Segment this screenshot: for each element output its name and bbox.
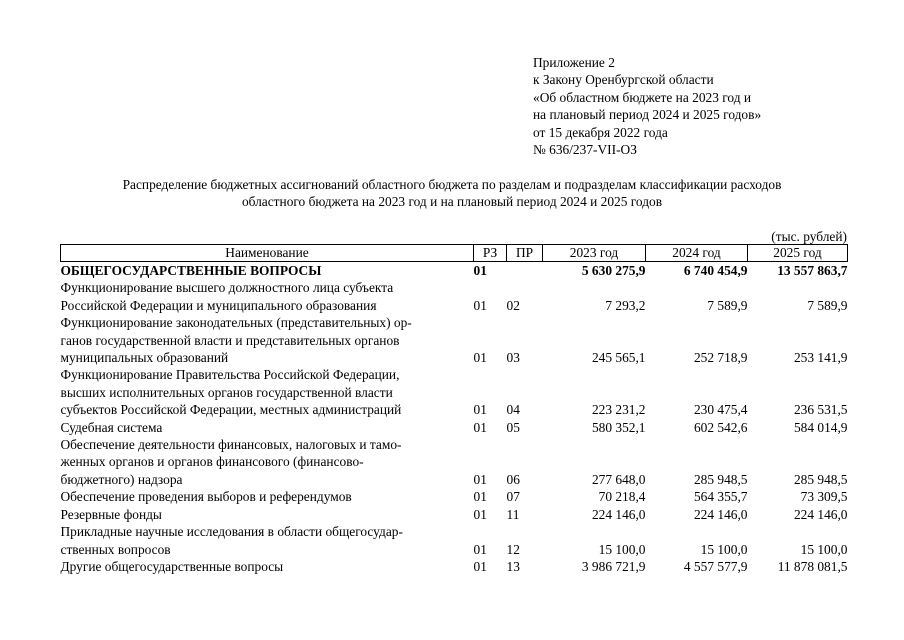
row-rz: 01	[473, 489, 487, 505]
table-body	[61, 262, 848, 576]
row-value-2023: 580 352,1	[591, 419, 646, 435]
row-value-2025: 15 100,0	[800, 541, 848, 557]
row-value-2024: 224 146,0	[693, 506, 748, 522]
row-name-line: муниципальных образований	[60, 350, 229, 366]
row-rz: 01	[473, 297, 487, 313]
appendix-line: от 15 декабря 2022 года	[533, 124, 668, 140]
title-line: областного бюджета на 2023 год и на плановый период 2024 и 2025 годов	[241, 194, 663, 210]
row-value-2025: 224 146,0	[793, 506, 848, 522]
row-value-2024: 15 100,0	[700, 541, 748, 557]
row-name-line: женных органов и органов финансового (финансово-	[60, 454, 364, 470]
row-value-2024: 252 718,9	[693, 350, 748, 366]
row-pr: 05	[506, 419, 520, 435]
row-value-2025: 13 557 863,7	[777, 263, 848, 278]
row-pr: 13	[506, 558, 520, 574]
header-rz: РЗ	[474, 245, 507, 262]
title-line: Распределение бюджетных ассигнований областного бюджета по разделам и подразделам классификации расходов	[122, 177, 782, 192]
budget-table	[60, 244, 848, 575]
row-name-line: ганов государственной власти и представительных органов	[60, 332, 400, 348]
row-value-2024: 7 589,9	[707, 297, 748, 313]
row-name-line: Судебная система	[60, 419, 163, 435]
row-value-2025: 7 589,9	[807, 297, 848, 313]
row-value-2025: 236 531,5	[793, 402, 848, 418]
table-row	[61, 436, 848, 488]
table-row	[61, 262, 848, 280]
header-name: Наименование	[61, 245, 474, 262]
row-name-line: Функционирование Правительства Российской Федерации,	[60, 367, 400, 383]
row-rz: 01	[473, 419, 487, 435]
row-name-line: высших исполнительных органов государственной власти	[60, 384, 393, 400]
row-rz: 01	[473, 263, 487, 278]
row-pr: 07	[506, 489, 520, 505]
row-value-2025: 73 309,5	[800, 489, 848, 505]
row-pr: 02	[506, 297, 520, 313]
row-name-line: субъектов Российской Федерации, местных администраций	[60, 402, 402, 418]
row-name-line: Резервные фонды	[60, 506, 162, 522]
row-value-2023: 5 630 275,9	[581, 263, 646, 278]
row-name	[61, 436, 474, 488]
row-rz: 01	[473, 402, 487, 418]
row-value-2023: 277 648,0	[591, 471, 646, 487]
row-name	[61, 419, 474, 436]
row-value-2025: 11 878 081,5	[777, 558, 848, 574]
units-label: (тыс. рублей)	[771, 229, 847, 244]
appendix-line: № 636/237-VII-ОЗ	[533, 142, 637, 158]
table-row	[61, 558, 848, 575]
table-row	[61, 314, 848, 366]
row-name	[61, 279, 474, 314]
row-rz: 01	[473, 350, 487, 366]
row-name-line: Функционирование высшего должностного лица субъекта	[60, 280, 394, 296]
appendix-line: Приложение 2	[533, 55, 615, 70]
row-rz: 01	[473, 471, 487, 487]
row-pr: 12	[506, 541, 520, 557]
row-pr: 04	[506, 402, 520, 418]
table-row	[61, 419, 848, 436]
table-row	[61, 279, 848, 314]
row-rz: 01	[473, 506, 487, 522]
table-row	[61, 506, 848, 523]
header-2023: 2023 год	[543, 245, 646, 262]
appendix-block	[533, 54, 893, 158]
row-pr: 03	[506, 350, 520, 366]
row-value-2024: 6 740 454,9	[683, 263, 748, 278]
row-value-2024: 564 355,7	[693, 489, 748, 505]
row-name-line: Другие общегосударственные вопросы	[60, 558, 284, 574]
table-row	[61, 523, 848, 558]
row-name-line: Функционирование законодательных (представительных) ор-	[60, 315, 412, 331]
row-value-2024: 285 948,5	[693, 471, 748, 487]
row-value-2023: 3 986 721,9	[581, 558, 646, 574]
row-name	[61, 488, 474, 505]
appendix-line: на плановый период 2024 и 2025 годов»	[533, 107, 762, 123]
header-pr: ПР	[507, 245, 543, 262]
row-name-line: Обеспечение деятельности финансовых, налоговых и тамо-	[60, 437, 402, 453]
row-name-line: Обеспечение проведения выборов и референдумов	[60, 489, 352, 505]
appendix-line: «Об областном бюджете на 2023 год и	[533, 89, 752, 105]
row-name	[61, 262, 474, 280]
row-value-2023: 224 146,0	[591, 506, 646, 522]
row-name-line: ОБЩЕГОСУДАРСТВЕННЫЕ ВОПРОСЫ	[60, 263, 322, 278]
row-value-2024: 602 542,6	[693, 419, 748, 435]
row-name	[61, 506, 474, 523]
row-value-2025: 584 014,9	[793, 419, 848, 435]
row-name-line: Российской Федерации и муниципального образования	[60, 297, 377, 313]
row-name	[61, 366, 474, 418]
table-header-row	[61, 245, 848, 262]
row-rz: 01	[473, 558, 487, 574]
row-name-line: бюджетного) надзора	[60, 471, 183, 487]
appendix-line: к Закону Оренбургской области	[533, 72, 714, 88]
row-name	[61, 314, 474, 366]
row-value-2024: 4 557 577,9	[683, 558, 748, 574]
row-value-2025: 285 948,5	[793, 471, 848, 487]
row-name-line: Прикладные научные исследования в области общегосудар-	[60, 524, 403, 540]
row-value-2023: 245 565,1	[591, 350, 646, 366]
document-title	[40, 176, 864, 210]
header-2025: 2025 год	[748, 245, 848, 262]
row-name	[61, 558, 474, 575]
row-pr: 11	[506, 506, 520, 522]
row-value-2023: 7 293,2	[605, 297, 646, 313]
row-value-2023: 15 100,0	[598, 541, 646, 557]
table-row	[61, 366, 848, 418]
row-value-2023: 70 218,4	[598, 489, 646, 505]
row-rz: 01	[473, 541, 487, 557]
header-2024: 2024 год	[646, 245, 748, 262]
row-pr	[507, 262, 543, 280]
table-row	[61, 488, 848, 505]
row-value-2025: 253 141,9	[793, 350, 848, 366]
row-name	[61, 523, 474, 558]
row-pr: 06	[506, 471, 520, 487]
row-name-line: ственных вопросов	[60, 541, 171, 557]
row-value-2024: 230 475,4	[693, 402, 748, 418]
row-value-2023: 223 231,2	[591, 402, 646, 418]
